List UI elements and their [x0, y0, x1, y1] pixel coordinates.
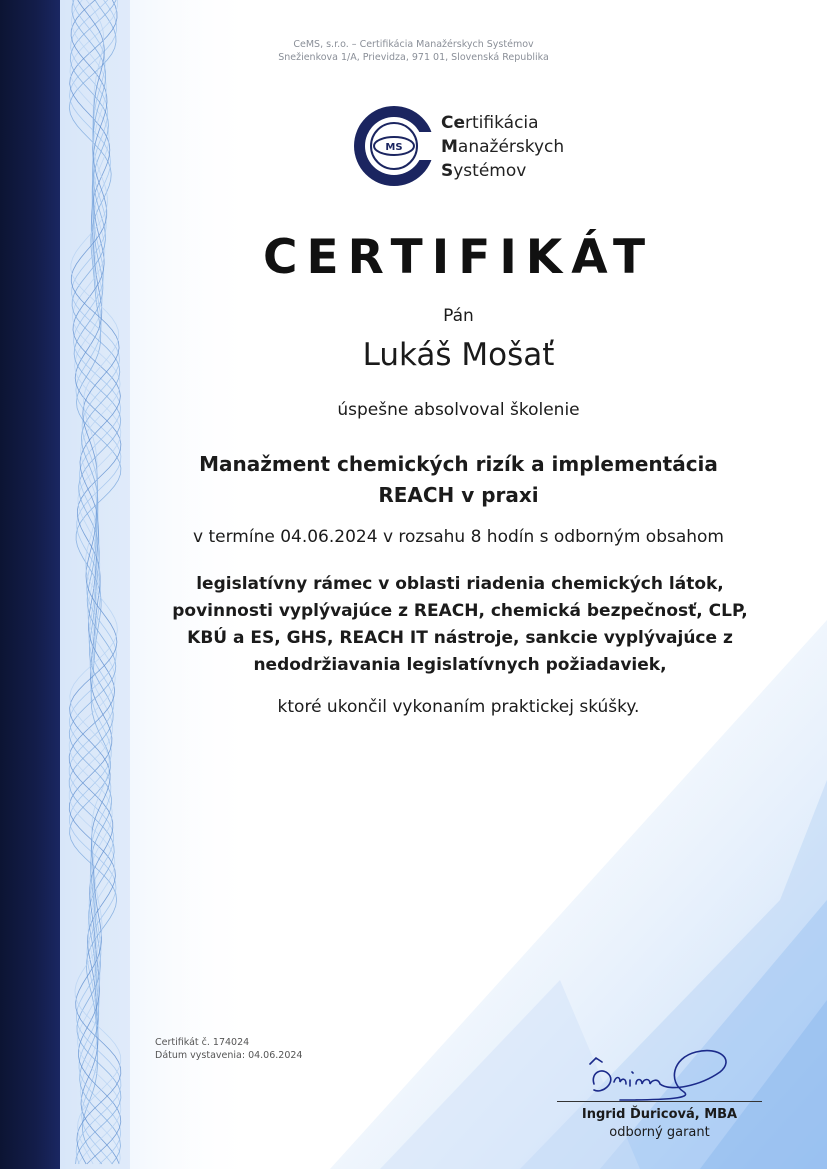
- logo-emblem-text: MS: [385, 142, 403, 153]
- handwritten-signature: [580, 1042, 740, 1104]
- issuer-company-line: CeMS, s.r.o. – Certifikácia Manažérskych Systémov: [293, 39, 534, 50]
- topics-line2: povinnosti vyplývajúce z REACH, chemická bezpečnosť, CLP,: [172, 601, 748, 621]
- issuer-logo: [352, 104, 582, 190]
- logo-wordmark: [441, 111, 564, 183]
- guilloche-border-pattern: [60, 0, 130, 1169]
- course-title-line1: Manažment chemických rizík a implementácia: [199, 452, 718, 476]
- closing-statement: ktoré ukončil vykonaním praktickej skúšky.: [277, 697, 640, 717]
- completion-statement: úspešne absolvoval školenie: [337, 400, 580, 420]
- recipient-name: Lukáš Mošať: [362, 337, 555, 373]
- certificate-title: CERTIFIKÁT: [262, 230, 655, 285]
- logo-word2-initial: M: [441, 137, 458, 157]
- logo-word2-rest: anažérskych: [457, 137, 565, 157]
- course-topics: [150, 571, 770, 679]
- topics-line4: nedodržiavania legislatívnych požiadaviek,: [253, 655, 667, 675]
- course-title-line2: REACH v praxi: [378, 483, 539, 507]
- logo-word1-initial: Ce: [441, 113, 466, 133]
- signatory-name: Ingrid Ďuricová, MBA: [581, 1107, 738, 1122]
- signature-line: [557, 1101, 762, 1102]
- logo-word3-rest: ystémov: [453, 161, 527, 181]
- cems-logo-emblem-icon: [352, 104, 436, 188]
- topics-line3: KBÚ a ES, GHS, REACH IT nástroje, sankcie vyplývajúce z: [187, 628, 733, 648]
- salutation: Pán: [443, 306, 474, 326]
- course-title: [130, 449, 787, 511]
- issue-date: Dátum vystavenia: 04.06.2024: [155, 1050, 303, 1061]
- signatory-role: odborný garant: [609, 1125, 710, 1140]
- navy-side-strip: [0, 0, 60, 1169]
- logo-word3-initial: S: [441, 161, 454, 181]
- logo-word1-rest: rtifikácia: [465, 113, 539, 133]
- topics-line1: legislatívny rámec v oblasti riadenia chemických látok,: [196, 574, 724, 594]
- issuer-address-line: Snežienkova 1/A, Prievidza, 971 01, Slovenská Republika: [278, 52, 549, 63]
- course-term: v termíne 04.06.2024 v rozsahu 8 hodín s odborným obsahom: [193, 527, 724, 547]
- certificate-number: Certifikát č. 174024: [155, 1037, 250, 1048]
